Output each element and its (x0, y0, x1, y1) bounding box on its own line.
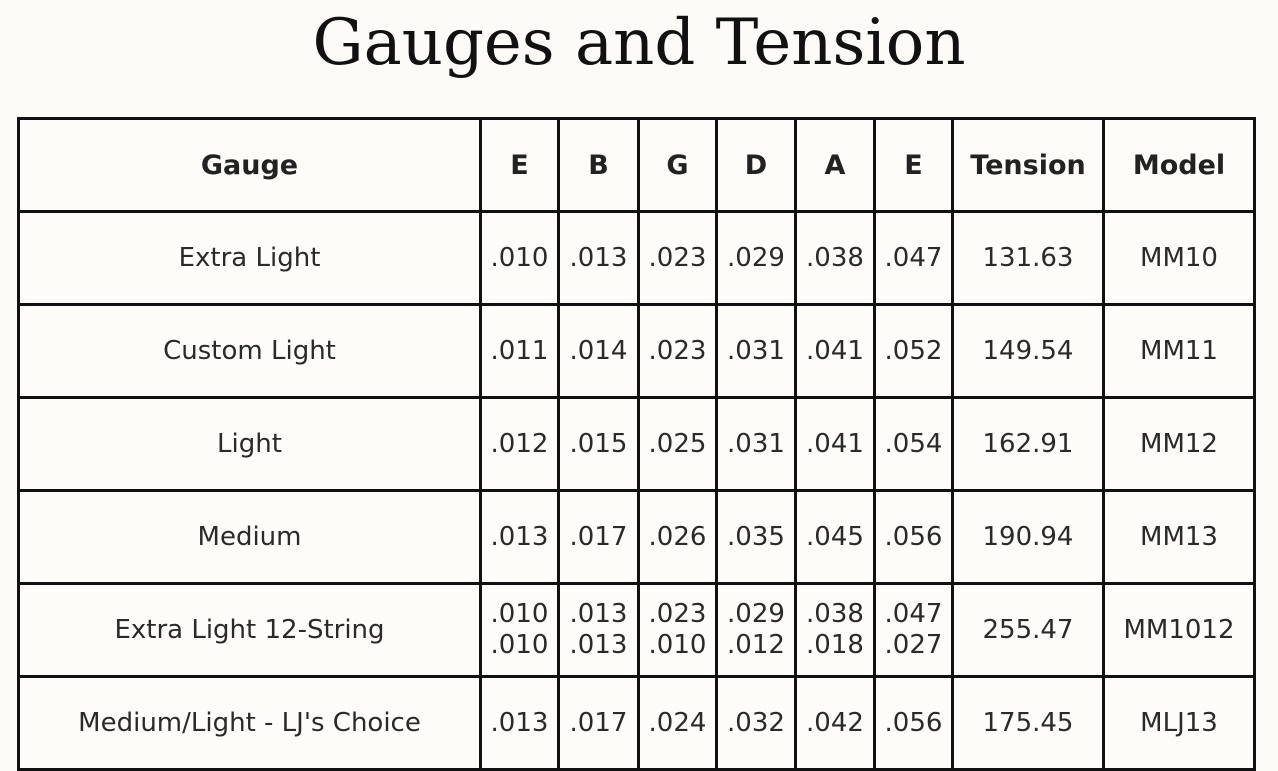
gauge-name: Medium/Light - LJ's Choice (19, 677, 481, 770)
string-gauge: .038 (796, 212, 875, 305)
header-string-d: D (717, 119, 796, 212)
string-gauge: .023 (639, 212, 717, 305)
model-code: MM11 (1104, 305, 1255, 398)
string-gauge-pair (875, 584, 953, 677)
string-gauge: .031 (717, 305, 796, 398)
header-tension: Tension (953, 119, 1104, 212)
string-gauge: .029 (717, 212, 796, 305)
model-code: MM10 (1104, 212, 1255, 305)
tension-value: 162.91 (953, 398, 1104, 491)
model-code: MM1012 (1104, 584, 1255, 677)
gauge-name: Medium (19, 491, 481, 584)
string-gauge-pair (796, 584, 875, 677)
string-gauge: .054 (875, 398, 953, 491)
gauge-name: Extra Light 12-String (19, 584, 481, 677)
string-gauge: .015 (559, 398, 639, 491)
string-gauge: .032 (717, 677, 796, 770)
tension-value: 131.63 (953, 212, 1104, 305)
string-gauge: .045 (796, 491, 875, 584)
string-gauge: .017 (559, 677, 639, 770)
header-string-b: B (559, 119, 639, 212)
table-row (19, 584, 1255, 677)
gauge-name: Extra Light (19, 212, 481, 305)
table-row (19, 677, 1255, 770)
gauge-name: Light (19, 398, 481, 491)
string-gauge-pair (717, 584, 796, 677)
page-title: Gauges and Tension (312, 6, 966, 80)
string-gauge: .042 (796, 677, 875, 770)
table-row (19, 398, 1255, 491)
string-gauge: .056 (875, 677, 953, 770)
tension-value: 149.54 (953, 305, 1104, 398)
header-string-e-high: E (481, 119, 559, 212)
table-header-row (19, 119, 1255, 212)
string-gauge-octave: .027 (884, 630, 943, 660)
string-gauge: .010 (481, 212, 559, 305)
string-gauge: .024 (639, 677, 717, 770)
string-gauge: .013 (559, 212, 639, 305)
string-gauge: .011 (481, 305, 559, 398)
gauge-name: Custom Light (19, 305, 481, 398)
string-gauge: .029 (727, 599, 785, 629)
string-gauge: .012 (481, 398, 559, 491)
string-gauge: .023 (648, 599, 707, 629)
string-gauge-octave: .010 (490, 630, 549, 660)
table-row (19, 305, 1255, 398)
string-gauge: .031 (717, 398, 796, 491)
string-gauge-octave: .013 (569, 630, 628, 660)
string-gauge: .038 (806, 599, 864, 629)
string-gauge-octave: .012 (727, 630, 785, 660)
string-gauge: .013 (481, 491, 559, 584)
header-gauge: Gauge (19, 119, 481, 212)
string-gauge: .056 (875, 491, 953, 584)
header-string-e-low: E (875, 119, 953, 212)
string-gauge-octave: .018 (806, 630, 864, 660)
string-gauge: .025 (639, 398, 717, 491)
model-code: MLJ13 (1104, 677, 1255, 770)
string-gauge: .047 (884, 599, 943, 629)
string-gauge-pair (639, 584, 717, 677)
gauges-table (17, 117, 1256, 771)
model-code: MM12 (1104, 398, 1255, 491)
tension-value: 190.94 (953, 491, 1104, 584)
string-gauge: .041 (796, 305, 875, 398)
string-gauge-octave: .010 (648, 630, 707, 660)
header-model: Model (1104, 119, 1255, 212)
string-gauge: .035 (717, 491, 796, 584)
string-gauge: .052 (875, 305, 953, 398)
tension-value: 175.45 (953, 677, 1104, 770)
table-row (19, 212, 1255, 305)
header-string-g: G (639, 119, 717, 212)
string-gauge: .017 (559, 491, 639, 584)
string-gauge-pair (559, 584, 639, 677)
string-gauge: .013 (481, 677, 559, 770)
string-gauge: .013 (569, 599, 628, 629)
string-gauge: .023 (639, 305, 717, 398)
string-gauge-pair (481, 584, 559, 677)
tension-value: 255.47 (953, 584, 1104, 677)
string-gauge: .014 (559, 305, 639, 398)
string-gauge: .026 (639, 491, 717, 584)
string-gauge: .047 (875, 212, 953, 305)
header-string-a: A (796, 119, 875, 212)
table-row (19, 491, 1255, 584)
model-code: MM13 (1104, 491, 1255, 584)
string-gauge: .041 (796, 398, 875, 491)
string-gauge: .010 (490, 599, 549, 629)
